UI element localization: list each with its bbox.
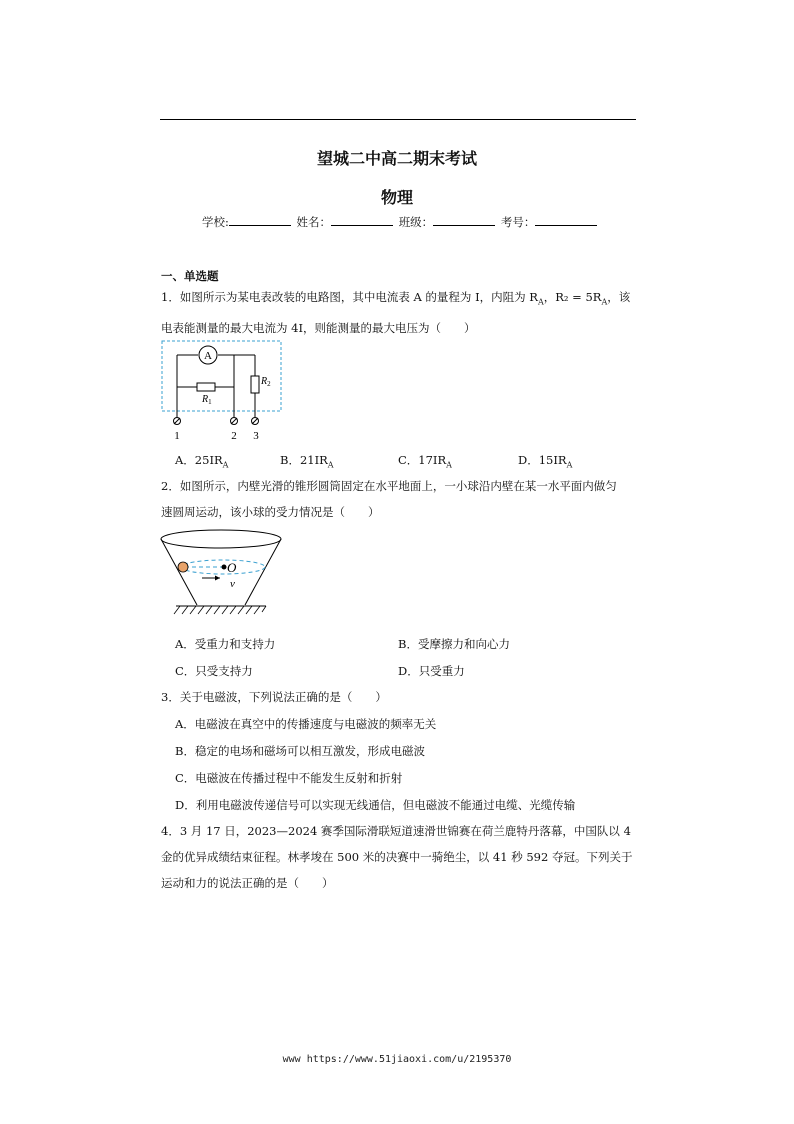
ammeter-label: A <box>204 350 212 362</box>
r1-label: $R_1$ <box>202 394 212 406</box>
question-4-line-2: 金的优异成绩结束征程。林孝埈在 500 米的决赛中一骑绝尘，以 41 秒 592 夺冠。下列关于 <box>161 850 633 864</box>
question-4-stem <box>161 818 641 896</box>
name-blank[interactable] <box>331 213 393 226</box>
q2-option-c[interactable]: C．只受支持力 <box>175 664 253 678</box>
q1-option-d[interactable]: D．$15IR_A$ <box>518 453 573 470</box>
question-1-stem <box>161 284 641 341</box>
center-point <box>222 565 227 570</box>
cone-rim <box>161 530 281 548</box>
footer-url[interactable]: www https://www.51jiaoxi.com/u/2195370 <box>282 1054 512 1065</box>
r2-label: $R_2$ <box>261 376 271 388</box>
class-blank[interactable] <box>433 213 495 226</box>
center-label: O <box>227 560 237 575</box>
circuit-diagram <box>160 339 285 444</box>
q2-option-d[interactable]: D．只受重力 <box>398 664 465 678</box>
question-2-line-1: 2．如图所示，内壁光滑的锥形圆筒固定在水平地面上，一小球沿内壁在某一水平面内做匀 <box>161 479 617 493</box>
q1-option-a[interactable]: A．$25IR_A$ <box>175 453 229 470</box>
question-4-line-3: 运动和力的说法正确的是（ ） <box>161 876 334 890</box>
question-1-line-1: 1．如图所示为某电表改装的电路图，其中电流表 A 的量程为 I，内阻为 $R_A$，$R_2 = 5R_A$，该 <box>161 290 631 307</box>
name-label: 姓名： <box>296 215 332 229</box>
exam-title: 望城二中高二期末考试 <box>316 149 477 168</box>
velocity-arrow-icon <box>215 576 220 581</box>
cone-diagram <box>158 527 288 622</box>
q2-option-a[interactable]: A．受重力和支持力 <box>175 637 276 651</box>
question-2-stem <box>161 473 641 525</box>
q1-option-b[interactable]: B．$21IR_A$ <box>280 453 334 470</box>
question-2-line-2: 速圆周运动，该小球的受力情况是（ ） <box>161 505 380 519</box>
student-info-line <box>202 213 599 230</box>
school-blank[interactable] <box>229 213 291 226</box>
q3-option-a[interactable]: A．电磁波在真空中的传播速度与电磁波的频率无关 <box>175 717 437 731</box>
terminal-1-label: 1 <box>174 430 180 442</box>
q2-option-b[interactable]: B．受摩擦力和向心力 <box>398 637 510 651</box>
school-label: 学校: <box>202 215 229 229</box>
q3-option-c[interactable]: C．电磁波在传播过程中不能发生反射和折射 <box>175 771 403 785</box>
resistor-r2-icon <box>251 376 259 393</box>
subject-title: 物理 <box>380 188 413 207</box>
question-3-stem: 3．关于电磁波，下列说法正确的是（ ） <box>161 690 387 704</box>
resistor-r1-icon <box>197 383 215 391</box>
terminal-2-label: 2 <box>231 430 237 442</box>
ball-icon <box>178 562 188 572</box>
question-4-line-1: 4．3 月 17 日，2023—2024 赛季国际滑联短道速滑世锦赛在荷兰鹿特丹落幕，中国队以 4 <box>161 824 631 838</box>
header-rule <box>160 119 636 120</box>
velocity-label: v <box>230 578 235 590</box>
question-1-line-2: 电表能测量的最大电流为 4I，则能测量的最大电压为（ ） <box>161 321 476 336</box>
section-heading: 一、单选题 <box>161 269 219 283</box>
q1-option-c[interactable]: C．$17IR_A$ <box>398 453 452 470</box>
ground-hatching <box>174 606 266 614</box>
number-label: 考号： <box>500 215 536 229</box>
terminal-3-label: 3 <box>253 430 259 442</box>
q3-option-d[interactable]: D．利用电磁波传递信号可以实现无线通信，但电磁波不能通过电缆、光缆传输 <box>175 798 576 812</box>
class-label: 班级： <box>398 215 434 229</box>
q3-option-b[interactable]: B．稳定的电场和磁场可以相互激发，形成电磁波 <box>175 744 425 758</box>
number-blank[interactable] <box>535 213 597 226</box>
